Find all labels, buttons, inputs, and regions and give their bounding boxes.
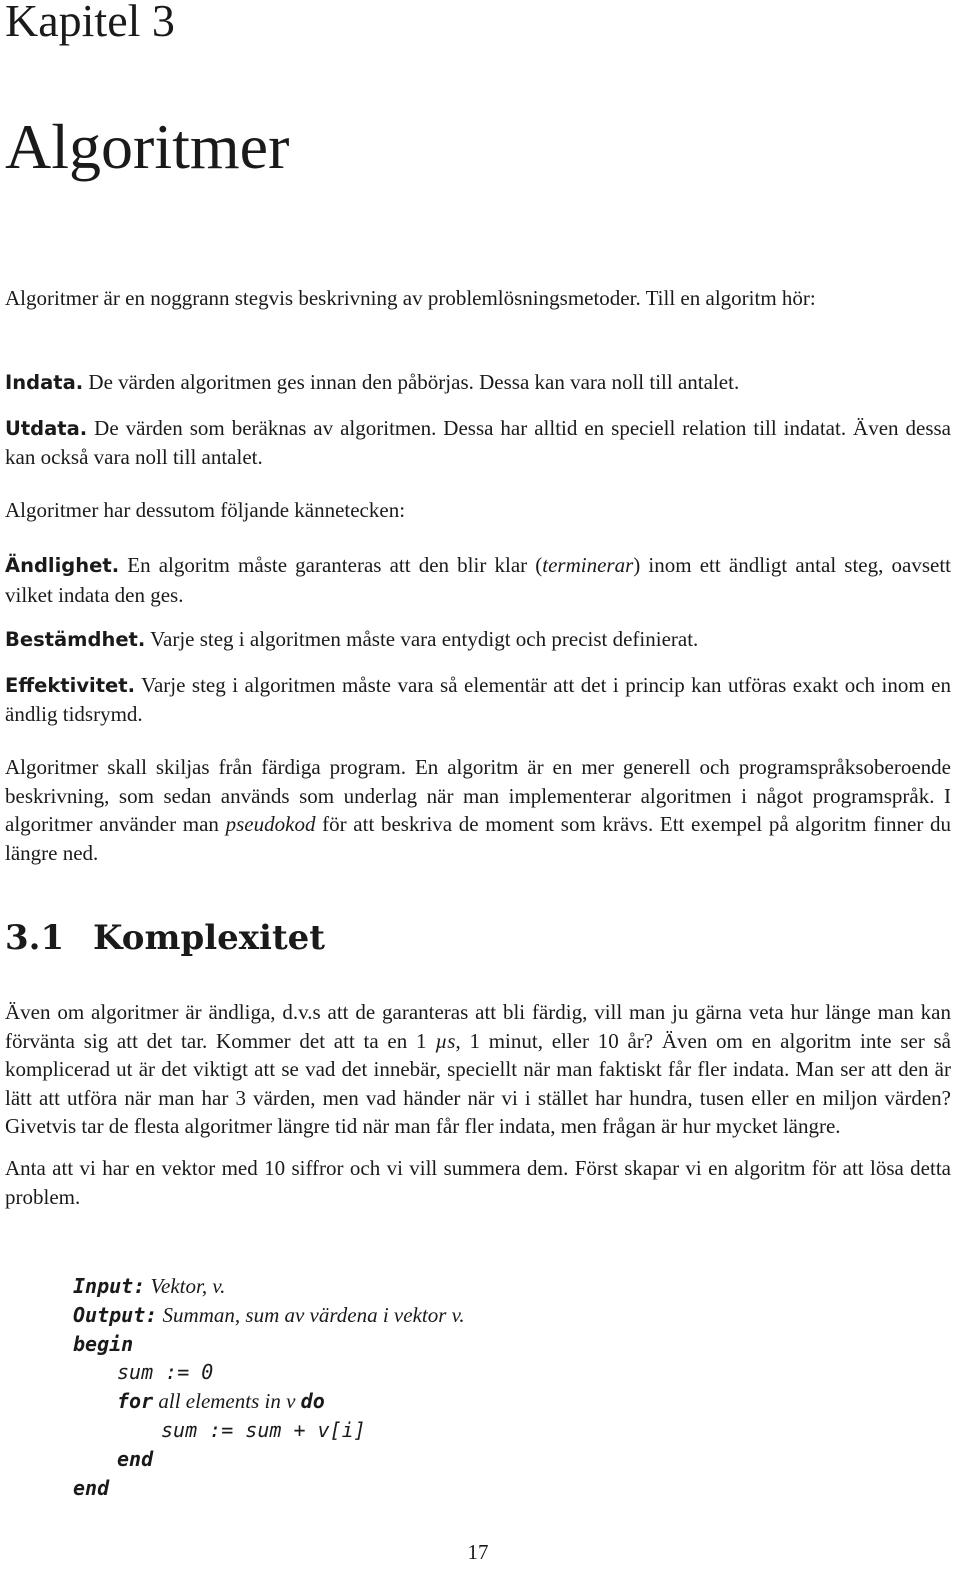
definition-andlighet [5, 551, 951, 609]
algo-assign-line [73, 1358, 465, 1387]
section-title: Komplexitet [93, 918, 326, 958]
properties-intro [5, 496, 951, 525]
definition-bestamdhet [5, 625, 951, 655]
keyword-output: Output: [73, 1302, 158, 1327]
section-number: 3.1 [5, 918, 65, 958]
intro-paragraph: Algoritmer är en noggrann stegvis beskrivning av problemlösningsmetoder. Till en algoritm hör: [5, 286, 816, 310]
emphasis-terminerar: terminerar [542, 553, 634, 577]
keyword-input: Input: [73, 1274, 146, 1298]
output-variable: sum [245, 1302, 280, 1327]
code-sum: sum := sum + v[i] [161, 1417, 366, 1442]
properties-paragraph: Algoritmer har dessutom följande kännetecken: [5, 498, 406, 522]
definition-text: De värden algoritmen ges innan den påbörjas. Dessa kan vara noll till antalet. [88, 370, 740, 394]
algo-for-line [73, 1387, 465, 1416]
property-definitions [5, 551, 951, 729]
complexity-paragraph-block [5, 998, 951, 1211]
output-text: av värdena i vektor v. [279, 1302, 465, 1327]
unit-microseconds: µs [435, 1028, 456, 1053]
code-assign: sum := 0 [117, 1360, 214, 1385]
algorithm-block [73, 1272, 465, 1502]
keyword-for: for [117, 1389, 154, 1414]
input-description: Vektor, v. [150, 1274, 226, 1298]
definition-text: Varje steg i algoritmen måste vara så elementär att det i princip kan utföras exakt och inom en ändlig tidsrymd. [5, 672, 952, 727]
keyword-end-inner: end [117, 1446, 154, 1471]
definition-text-part: En algoritm måste garanteras att den blir klar ( [127, 553, 543, 577]
complexity-paragraph [5, 998, 951, 1141]
term-indata: Indata. [5, 371, 84, 394]
term-bestamdhet: Bestämdhet. [5, 628, 146, 652]
term-effektivitet: Effektivitet. [5, 673, 135, 697]
keyword-end-outer: end [73, 1475, 110, 1500]
keyword-do: do [300, 1389, 325, 1414]
algo-input-line [73, 1272, 465, 1301]
paragraph-text: Även om algoritmer är ändliga, d.v.s att de garanteras att bli färdig, vill man ju gärna veta hur länge man kan förvänta sig att det tar. Kommer det att ta en 1 [5, 1000, 951, 1053]
section-heading [5, 918, 325, 958]
algo-begin-line [73, 1330, 465, 1359]
algo-output-line [73, 1301, 465, 1330]
definition-text: Varje steg i algoritmen måste vara entydigt och precist definierat. [150, 627, 699, 652]
term-andlighet: Ändlighet. [5, 554, 120, 577]
output-description [163, 1303, 465, 1327]
definition-utdata [5, 414, 951, 472]
paragraph-text: för att beskriva de moment som krävs. Ett exempel på algoritm finner du längre ned. [5, 812, 952, 865]
io-definitions [5, 368, 951, 472]
algo-end-inner-line [73, 1445, 465, 1474]
algo-body-line [73, 1416, 465, 1445]
pseudocode-paragraph-block [5, 753, 951, 867]
chapter-label: Kapitel 3 [5, 0, 175, 46]
paragraph-text: , 1 minut, eller 10 år? Även om en algoritm inte ser så komplicerad ut är det viktigt att se vad det innebär, speciellt när man faktiskt får fler indata. Man ser att den är lätt att utföra när man har 3 värden, men vad händer när vi i stället har hundra, tusen eller en miljon värden? Givetvis tar de flesta algoritmer längre tid när man får fler indata, men frågan är hur mycket längre. [5, 1028, 951, 1139]
for-range: all elements in v [158, 1389, 296, 1414]
output-text: Summan, [162, 1302, 246, 1327]
definition-effektivitet [5, 671, 951, 729]
pseudocode-paragraph [5, 753, 951, 867]
paragraph-text: Algoritmer skall skiljas från färdiga program. En algoritm är en mer generell och programspråksoberoende beskrivning, som sedan används som underlag när man implementerar algoritmen i något programspråk. I algoritmer använder man [5, 755, 951, 837]
intro-block [5, 284, 951, 313]
chapter-title: Algoritmer [5, 111, 290, 182]
definition-indata [5, 368, 951, 398]
term-utdata: Utdata. [5, 416, 88, 440]
definition-text-part: ) inom ett ändligt antal steg, oavsett vilket indata den ges. [5, 553, 951, 607]
keyword-begin: begin [73, 1331, 134, 1356]
page-number: 17 [467, 1540, 489, 1564]
vector-paragraph: Anta att vi har en vektor med 10 siffror och vi vill summera dem. Först skapar vi en algoritm för att lösa detta problem. [5, 1155, 951, 1209]
emphasis-pseudokod: pseudokod [225, 812, 316, 837]
definition-text: De värden som beräknas av algoritmen. Dessa har alltid en speciell relation till indatat. Även dessa kan också vara noll till antalet. [5, 415, 952, 470]
algo-end-outer-line [73, 1474, 465, 1503]
